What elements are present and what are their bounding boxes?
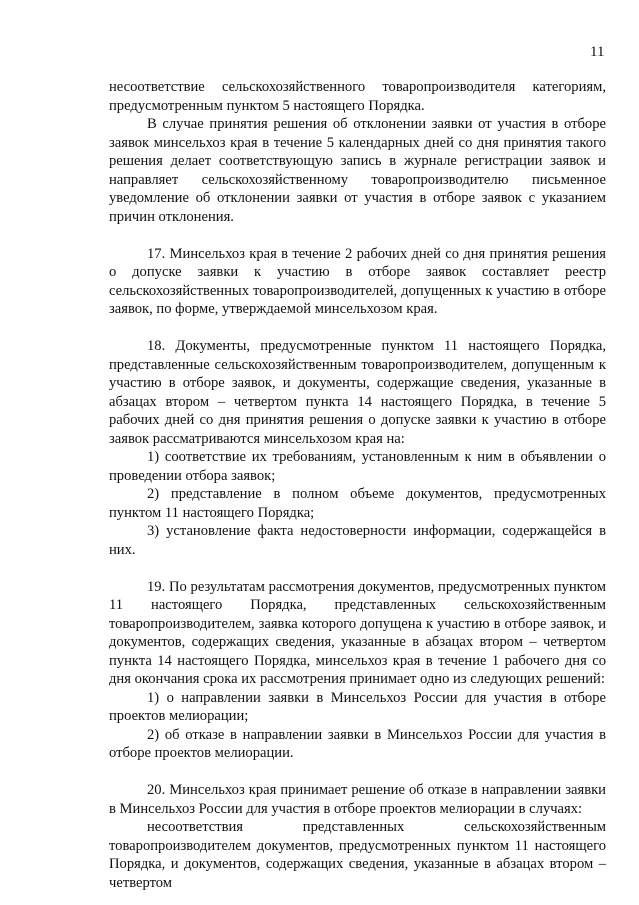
paragraph: 1) соответствие их требованиям, установленным к ним в объявлении о проведении отбора заявок; — [109, 449, 606, 484]
paragraph: 17. Минсельхоз края в течение 2 рабочих дней со дня принятия решения о допуске заявки к участию в отборе заявок составляет реестр сельскохозяйственных товаропроизводителей, допущенных к участию в отборе заявок, по форме, утверждаемой минсельхозом края. — [109, 245, 606, 317]
paragraph: 3) установление факта недостоверности информации, содержащейся в них. — [109, 523, 606, 558]
paragraph: несоответствие сельскохозяйственного товаропроизводителя категориям, предусмотренным пунктом 5 настоящего Порядка. — [109, 79, 606, 114]
paragraph: В случае принятия решения об отклонении заявки от участия в отборе заявок минсельхоз края в течение 5 календарных дней со дня принятия такого решения делает соответствующую запись в журнале регистрации заявок и направляет сельскохозяйственному товаропроизводителю письменное уведомление об отклонении заявки от участия в отборе заявок с указанием причин отклонения. — [109, 116, 606, 225]
paragraph: 20. Минсельхоз края принимает решение об отказе в направлении заявки в Минсельхоз России для участия в отборе проектов мелиорации в случаях: — [109, 782, 606, 817]
paragraph: 2) представление в полном объеме документов, предусмотренных пунктом 11 настоящего Порядка; — [109, 486, 606, 521]
paragraph: 1) о направлении заявки в Минсельхоз России для участия в отборе проектов мелиорации; — [109, 689, 606, 724]
paragraph: 2) об отказе в направлении заявки в Минсельхоз России для участия в отборе проектов мелиорации. — [109, 726, 606, 761]
document-body — [109, 78, 606, 892]
paragraph: 18. Документы, предусмотренные пунктом 11 настоящего Порядка, представленные сельскохозяйственным товаропроизводителем, допущенным к участию в отборе заявок, и документы, содержащие сведения, указанные в абзацах втором – четвертом пункта 14 настоящего Порядка, в течение 5 рабочих дней со дня принятия решения о допуске заявки к участию в отборе заявок рассматриваются минсельхозом края на: — [109, 338, 606, 447]
paragraph: несоответствия представленных сельскохозяйственным товаропроизводителем документов, предусмотренных пунктом 11 настоящего Порядка, и документов, содержащих сведения, указанные в абзацах втором – четвертом — [109, 819, 606, 891]
page-number: 11 — [590, 44, 605, 60]
paragraph: 19. По результатам рассмотрения документов, предусмотренных пунктом 11 настоящего Порядка, представленных сельскохозяйственным товаропроизводителем, заявка которого допущена к участию в отборе заявок, и документов, содержащих сведения, указанные в абзацах втором – четвертом пункта 14 настоящего Порядка, минсельхоз края в течение 1 рабочего дня со дня окончания срока их рассмотрения принимает одно из следующих решений: — [109, 578, 606, 687]
